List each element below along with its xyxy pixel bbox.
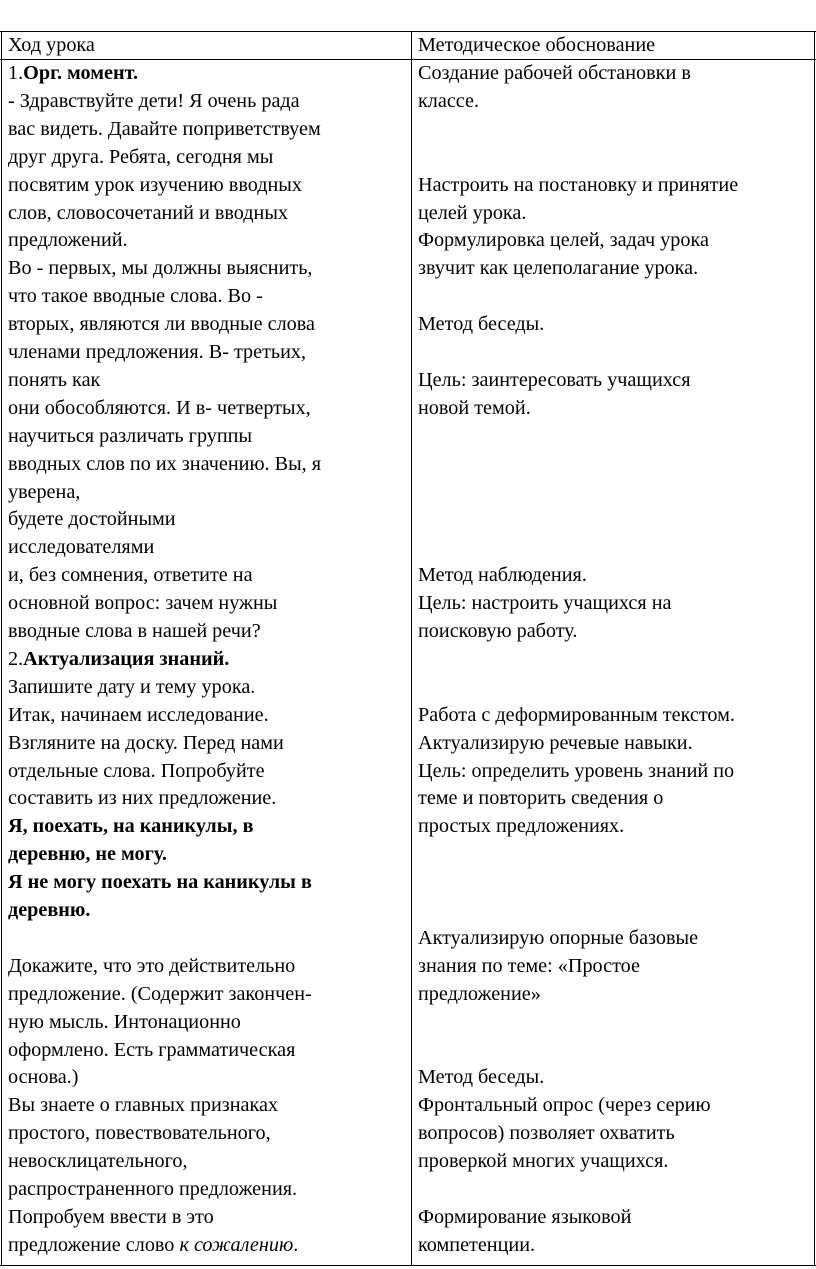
- text-segment: вопросов) позволяет охватить: [418, 1122, 675, 1145]
- text-line: [418, 1064, 544, 1091]
- text-line: [8, 674, 255, 701]
- text-segment: Я не могу поехать на каникулы в: [8, 871, 312, 894]
- text-segment: Цель: определить уровень знаний по: [418, 759, 735, 782]
- text-segment: деревню.: [8, 899, 91, 921]
- text-segment: членами предложения. В- третьих,: [8, 341, 307, 363]
- text-segment: что такое вводные слова. Во -: [8, 285, 263, 308]
- text-segment: Цель: настроить учащихся на: [418, 592, 672, 615]
- text-segment: Формулировка целей, задач урока: [418, 229, 709, 252]
- text-segment: Фронтальный опрос (через серию: [418, 1094, 711, 1117]
- text-line: [418, 1232, 535, 1259]
- header-cell: Ход урока: [8, 34, 95, 56]
- text-line: [8, 172, 302, 199]
- text-line: [418, 88, 479, 115]
- text-line: [8, 869, 312, 896]
- text-line: [8, 730, 284, 757]
- text-line: [418, 367, 691, 394]
- table-top-border: [0, 31, 816, 32]
- text-segment: Орг. момент.: [23, 62, 139, 84]
- text-segment: звучит как целеполагание урока.: [418, 257, 699, 280]
- text-line: [8, 116, 321, 143]
- text-segment: .: [293, 1233, 299, 1256]
- text-segment: основа.): [8, 1066, 79, 1089]
- text-line: [8, 562, 253, 589]
- text-line: [8, 981, 312, 1008]
- text-line: [8, 451, 321, 478]
- text-segment: посвятим урок изучению вводных: [8, 173, 302, 196]
- text-segment: предложений.: [8, 229, 128, 252]
- text-segment: Метод наблюдения.: [418, 564, 587, 587]
- text-line: [418, 813, 624, 840]
- text-segment: проверкой многих учащихся.: [418, 1150, 669, 1173]
- text-segment: Во - первых, мы должны выяснить,: [8, 257, 313, 280]
- text-line: [8, 702, 269, 729]
- text-line: [8, 590, 277, 617]
- text-line: [8, 311, 315, 338]
- text-line: [418, 395, 531, 422]
- text-line: [418, 925, 698, 952]
- text-segment: отдельные слова. Попробуйте: [8, 759, 265, 782]
- text-line: [418, 1092, 711, 1119]
- text-line: [418, 730, 693, 757]
- text-segment: составить из них предложение.: [8, 787, 277, 810]
- text-segment: - Здравствуйте дети! Я очень рада: [8, 89, 300, 112]
- text-line: [418, 953, 640, 980]
- text-line: [8, 1037, 295, 1064]
- text-line: [8, 1176, 297, 1203]
- text-segment: к сожалению: [179, 1233, 294, 1256]
- text-segment: вторых, являются ли вводные слова: [8, 313, 315, 336]
- text-line: [8, 897, 90, 924]
- text-line: [8, 227, 128, 254]
- text-line: [8, 618, 261, 645]
- text-line: [418, 60, 691, 87]
- text-line: [8, 1204, 214, 1231]
- text-segment: друг друга. Ребята, сегодня мы: [8, 145, 274, 168]
- text-segment: слов, словосочетаний и вводных: [8, 201, 289, 224]
- text-segment: основной вопрос: зачем нужны: [8, 592, 278, 615]
- text-segment: 1.: [8, 62, 24, 84]
- text-segment: Докажите, что это действительно: [8, 954, 296, 977]
- table-left-border: [1, 31, 2, 1266]
- text-line: [8, 88, 300, 115]
- text-line: [418, 785, 663, 812]
- text-line: [8, 479, 80, 506]
- text-line: [8, 144, 273, 171]
- text-line: [8, 646, 229, 673]
- text-segment: Актуализирую речевые навыки.: [418, 731, 693, 754]
- text-segment: простого, повествовательного,: [8, 1122, 271, 1145]
- text-line: [8, 339, 306, 366]
- text-segment: 2.: [8, 647, 24, 670]
- text-segment: уверена,: [8, 480, 81, 503]
- text-line: [8, 785, 276, 812]
- text-segment: оформлено. Есть грамматическая: [8, 1038, 296, 1061]
- text-line: [418, 255, 698, 282]
- text-segment: Запишите дату и тему урока.: [8, 675, 256, 698]
- text-segment: деревню, не могу.: [8, 843, 167, 866]
- text-segment: целей урока.: [418, 201, 527, 224]
- text-segment: распространенного предложения.: [8, 1178, 298, 1200]
- text-line: [418, 1120, 675, 1147]
- text-segment: Вы знаете о главных признаках: [8, 1094, 279, 1117]
- text-segment: Актуализация знаний.: [23, 647, 230, 670]
- text-segment: Работа с деформированным текстом.: [418, 703, 735, 726]
- text-line: [8, 953, 295, 980]
- text-segment: Взгляните на доску. Перед нами: [8, 731, 284, 754]
- text-line: [8, 534, 154, 561]
- text-segment: Метод беседы.: [418, 313, 545, 336]
- table-column-divider: [411, 31, 412, 1266]
- text-segment: Итак, начинаем исследование.: [8, 703, 269, 726]
- text-line: [418, 1148, 668, 1175]
- text-segment: предложение слово: [8, 1233, 180, 1256]
- text-line: [8, 1148, 188, 1175]
- text-line: [418, 618, 577, 645]
- text-line: [8, 200, 288, 227]
- text-line: [8, 1092, 278, 1119]
- text-line: [418, 200, 526, 227]
- text-segment: классе.: [418, 89, 480, 112]
- text-line: [8, 1232, 298, 1259]
- text-segment: Цель: заинтересовать учащихся: [418, 368, 691, 391]
- text-line: [8, 1120, 271, 1147]
- text-segment: теме и повторить сведения о: [418, 787, 664, 810]
- text-line: [418, 590, 671, 617]
- text-segment: будете достойными: [8, 508, 176, 531]
- text-segment: Создание рабочей обстановки в: [418, 62, 691, 84]
- text-line: [418, 562, 587, 589]
- text-segment: Формирование языковой: [418, 1205, 632, 1228]
- text-segment: невосклицательного,: [8, 1150, 188, 1173]
- text-segment: ную мысль. Интонационно: [8, 1010, 241, 1033]
- text-segment: вводных слов по их значению. Вы, я: [8, 452, 322, 475]
- text-line: [8, 60, 138, 87]
- text-line: [8, 841, 167, 868]
- text-line: [8, 255, 312, 282]
- text-segment: и, без сомнения, ответите на: [8, 564, 253, 587]
- text-line: [8, 506, 176, 533]
- text-segment: Попробуем ввести в это: [8, 1205, 214, 1228]
- text-segment: исследователями: [8, 536, 155, 559]
- text-line: [418, 758, 734, 785]
- text-line: [8, 395, 311, 422]
- text-line: [418, 981, 541, 1008]
- text-segment: предложение. (Содержит закончен-: [8, 982, 312, 1005]
- header-cell: Методическое обоснование: [418, 34, 656, 56]
- text-line: [8, 283, 263, 310]
- text-line: [418, 227, 709, 254]
- text-line: [418, 702, 735, 729]
- text-line: [8, 758, 265, 785]
- text-line: [8, 813, 254, 840]
- text-line: [8, 423, 252, 450]
- text-segment: поисковую работу.: [418, 620, 578, 642]
- text-line: [418, 311, 544, 338]
- text-line: [418, 1204, 631, 1231]
- text-line: [418, 172, 738, 199]
- text-segment: новой темой.: [418, 396, 531, 419]
- text-segment: знания по теме: «Простое: [418, 954, 640, 977]
- text-segment: вас видеть. Давайте поприветствуем: [8, 117, 321, 140]
- table-right-border: [814, 31, 815, 1266]
- text-line: [8, 1064, 78, 1091]
- table-bottom-border: [0, 1265, 816, 1266]
- text-segment: вводные слова в нашей речи?: [8, 620, 261, 642]
- text-segment: Я, поехать, на каникулы, в: [8, 815, 254, 838]
- text-segment: понять как: [8, 368, 101, 391]
- text-segment: Настроить на постановку и принятие: [418, 173, 739, 196]
- text-segment: предложение»: [418, 982, 541, 1005]
- text-segment: простых предложениях.: [418, 815, 625, 838]
- text-segment: Метод беседы.: [418, 1066, 545, 1089]
- text-segment: они обособляются. И в- четвертых,: [8, 396, 311, 419]
- text-segment: научиться различать группы: [8, 424, 253, 447]
- text-line: [8, 367, 100, 394]
- text-segment: Актуализирую опорные базовые: [418, 926, 699, 949]
- text-line: [8, 1009, 241, 1036]
- text-segment: компетенции.: [418, 1233, 536, 1256]
